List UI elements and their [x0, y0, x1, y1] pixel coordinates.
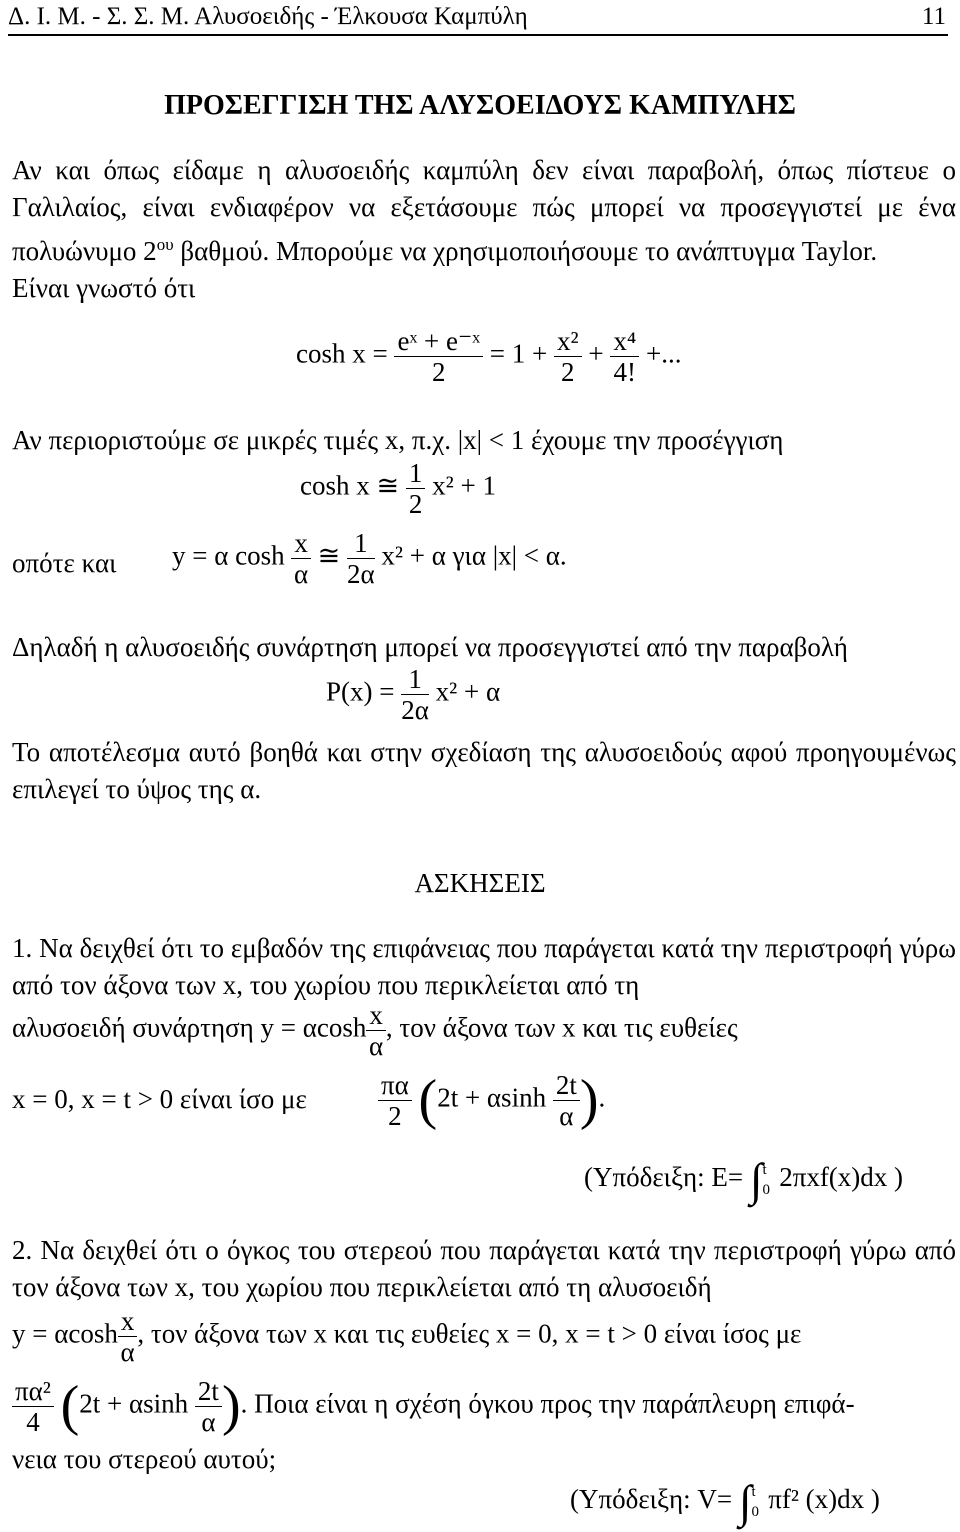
- eq-rhs: x² + α για |x| < α.: [381, 540, 567, 571]
- exercises-title: ΑΣΚΗΣΕΙΣ: [414, 868, 546, 898]
- denominator: 4!: [613, 357, 637, 387]
- eq-mid: = 1 +: [489, 338, 548, 369]
- eq-plus: +: [588, 338, 604, 369]
- left-paren: (: [418, 1069, 438, 1131]
- integral-icon: ∫: [738, 1476, 752, 1527]
- page-number: 11: [921, 3, 946, 30]
- result-paragraph: Το αποτέλεσμα αυτό βοηθά και στην σχεδίαση της αλυσοειδούς αφού προηγουμένως επιλεγεί το ύψος της α.: [12, 737, 956, 804]
- running-header: [8, 0, 948, 36]
- equation-parabola: [326, 664, 500, 725]
- denominator: α: [559, 1100, 574, 1131]
- numerator: πα²: [12, 1376, 54, 1407]
- lower-limit: 0: [762, 1181, 770, 1198]
- intro-text: Αν και όπως είδαμε η αλυσοειδής καμπύλη δεν είναι παραβολή, όπως πίστευε ο Γαλιλαίος, είναι ενδιαφέρον να εξετάσουμε πώς μπορεί να προσεγγιστεί με ένα πολυώνυμο 2: [12, 155, 956, 266]
- upper-limit: t: [751, 1483, 756, 1500]
- exercise-2-hint: [570, 1472, 880, 1532]
- fraction: [401, 664, 429, 725]
- eq-lhs: y = α cosh: [172, 540, 285, 571]
- upper-limit: t: [762, 1161, 767, 1178]
- denominator: α: [120, 1337, 135, 1367]
- header-title: Δ. Ι. Μ. - Σ. Σ. Μ. Αλυσοειδής - Έλκουσα Καμπύλη: [8, 3, 528, 30]
- equation-cosh-expansion: [296, 326, 682, 387]
- fraction: [195, 1376, 222, 1437]
- exercise-1-line4-pre: x = 0, x = t > 0 είναι ίσο με: [12, 1084, 307, 1114]
- lower-limit: 0: [751, 1503, 759, 1520]
- ex2-line4-post: . Ποια είναι η σχέση όγκου προς την παράπλευρη επιφά-: [240, 1388, 855, 1419]
- fraction: [118, 1306, 138, 1367]
- numerator: eˣ + e⁻ˣ: [394, 326, 483, 357]
- ex1-line3-post: , τον άξονα των x και τις ευθείες: [385, 1012, 738, 1043]
- denominator: 2α: [401, 695, 429, 725]
- exercise-2-line3: [12, 1306, 801, 1367]
- fraction: [610, 326, 639, 387]
- hint-pre: (Υπόδειξη: E=: [584, 1162, 744, 1193]
- intro-known: Είναι γνωστό ότι: [12, 273, 196, 303]
- numerator: x⁴: [610, 326, 639, 357]
- denominator: α: [201, 1406, 216, 1437]
- fraction: [291, 528, 311, 589]
- intro-sup: ου: [156, 235, 174, 254]
- small-values-text: Αν περιοριστούμε σε μικρές τιμές x, π.χ. |x| < 1 έχουμε την προσέγγιση: [12, 425, 784, 455]
- fraction: [366, 1000, 386, 1061]
- fraction: [554, 326, 582, 387]
- exercise-2-text: 2. Να δειχθεί ότι ο όγκος του στερεού που παράγεται κατά την περιστροφή γύρω από τον άξονα των x, του χωρίου που περικλείεται από τη αλυσοειδή: [12, 1235, 956, 1302]
- ex1-line3-pre: αλυσοειδή συνάρτηση y = αcosh: [12, 1012, 367, 1043]
- eq-lhs: P(x) =: [326, 676, 395, 707]
- integral-limits: [762, 1160, 772, 1200]
- fraction: [12, 1376, 54, 1437]
- right-paren: ): [221, 1375, 241, 1437]
- denominator: α: [369, 1031, 384, 1061]
- ex2-line3-pre: y = αcosh: [12, 1318, 118, 1349]
- fraction: [394, 326, 483, 387]
- ex2-line3-post: , τον άξονα των x και τις ευθείες x = 0, x = t > 0 είναι ίσος με: [137, 1318, 802, 1349]
- intro-paragraph: [12, 152, 956, 307]
- numerator: 1: [406, 458, 426, 489]
- denominator: 2: [388, 1100, 402, 1131]
- hint-pre: (Υπόδειξη: V=: [570, 1484, 733, 1515]
- denominator: 2α: [347, 559, 375, 589]
- equation-approx-cosh: [300, 458, 496, 519]
- numerator: x: [366, 1000, 386, 1031]
- eq-tail: +...: [646, 338, 682, 369]
- left-paren: (: [60, 1375, 80, 1437]
- result-end: .: [598, 1082, 606, 1113]
- denominator: 2: [432, 357, 446, 387]
- exercise-1-hint: [584, 1150, 903, 1210]
- eq-lhs: cosh x ≅: [300, 470, 400, 501]
- denominator: 2: [561, 357, 575, 387]
- numerator: 1: [347, 528, 375, 559]
- denominator: 4: [26, 1406, 40, 1437]
- eq-approx: ≅: [317, 540, 341, 571]
- integral-limits: [751, 1482, 761, 1522]
- hint-post: 2πxf(x)dx ): [779, 1162, 904, 1193]
- label-opote: οπότε και: [12, 548, 117, 578]
- integral-icon: ∫: [749, 1154, 763, 1205]
- denominator: α: [294, 559, 309, 589]
- meaning-text: Δηλαδή η αλυσοειδής συνάρτηση μπορεί να προσεγγιστεί από την παραβολή: [12, 632, 848, 662]
- numerator: x²: [554, 326, 582, 357]
- numerator: 2t: [195, 1376, 222, 1407]
- eq-rhs: x² + 1: [432, 470, 496, 501]
- fraction: [406, 458, 426, 519]
- exercise-1-line3: [12, 1000, 738, 1061]
- right-paren: ): [579, 1069, 599, 1131]
- numerator: x: [291, 528, 311, 559]
- eq-rhs: x² + α: [435, 676, 501, 707]
- result-mid: 2t + αsinh: [437, 1082, 547, 1113]
- exercise-2-line4: [12, 1370, 855, 1443]
- result-mid: 2t + αsinh: [79, 1388, 189, 1419]
- exercise-1-text: 1. Να δειχθεί ότι το εμβαδόν της επιφάνειας που παράγεται κατά την περιστροφή γύρω από τον άξονα των x, του χωρίου που περικλείεται από τη: [12, 933, 956, 1000]
- eq-lhs: cosh x =: [296, 338, 388, 369]
- numerator: x: [118, 1306, 138, 1337]
- exercise-2-line5: νεια του στερεού αυτού;: [12, 1444, 277, 1474]
- exercise-1-result: [378, 1064, 605, 1137]
- hint-post: πf² (x)dx ): [768, 1484, 880, 1515]
- numerator: 1: [401, 664, 429, 695]
- fraction: [378, 1070, 412, 1131]
- equation-approx-catenary: [172, 528, 567, 589]
- section-title: ΠΡΟΣΕΓΓΙΣΗ ΤΗΣ ΑΛΥΣΟΕΙΔΟΥΣ ΚΑΜΠΥΛΗΣ: [164, 90, 796, 121]
- denominator: 2: [408, 489, 423, 519]
- fraction: [553, 1070, 580, 1131]
- intro-text-after: βαθμού. Μπορούμε να χρησιμοποιήσουμε το ανάπτυγμα Taylor.: [173, 236, 878, 266]
- numerator: πα: [378, 1070, 412, 1101]
- fraction: [347, 528, 375, 589]
- numerator: 2t: [553, 1070, 580, 1101]
